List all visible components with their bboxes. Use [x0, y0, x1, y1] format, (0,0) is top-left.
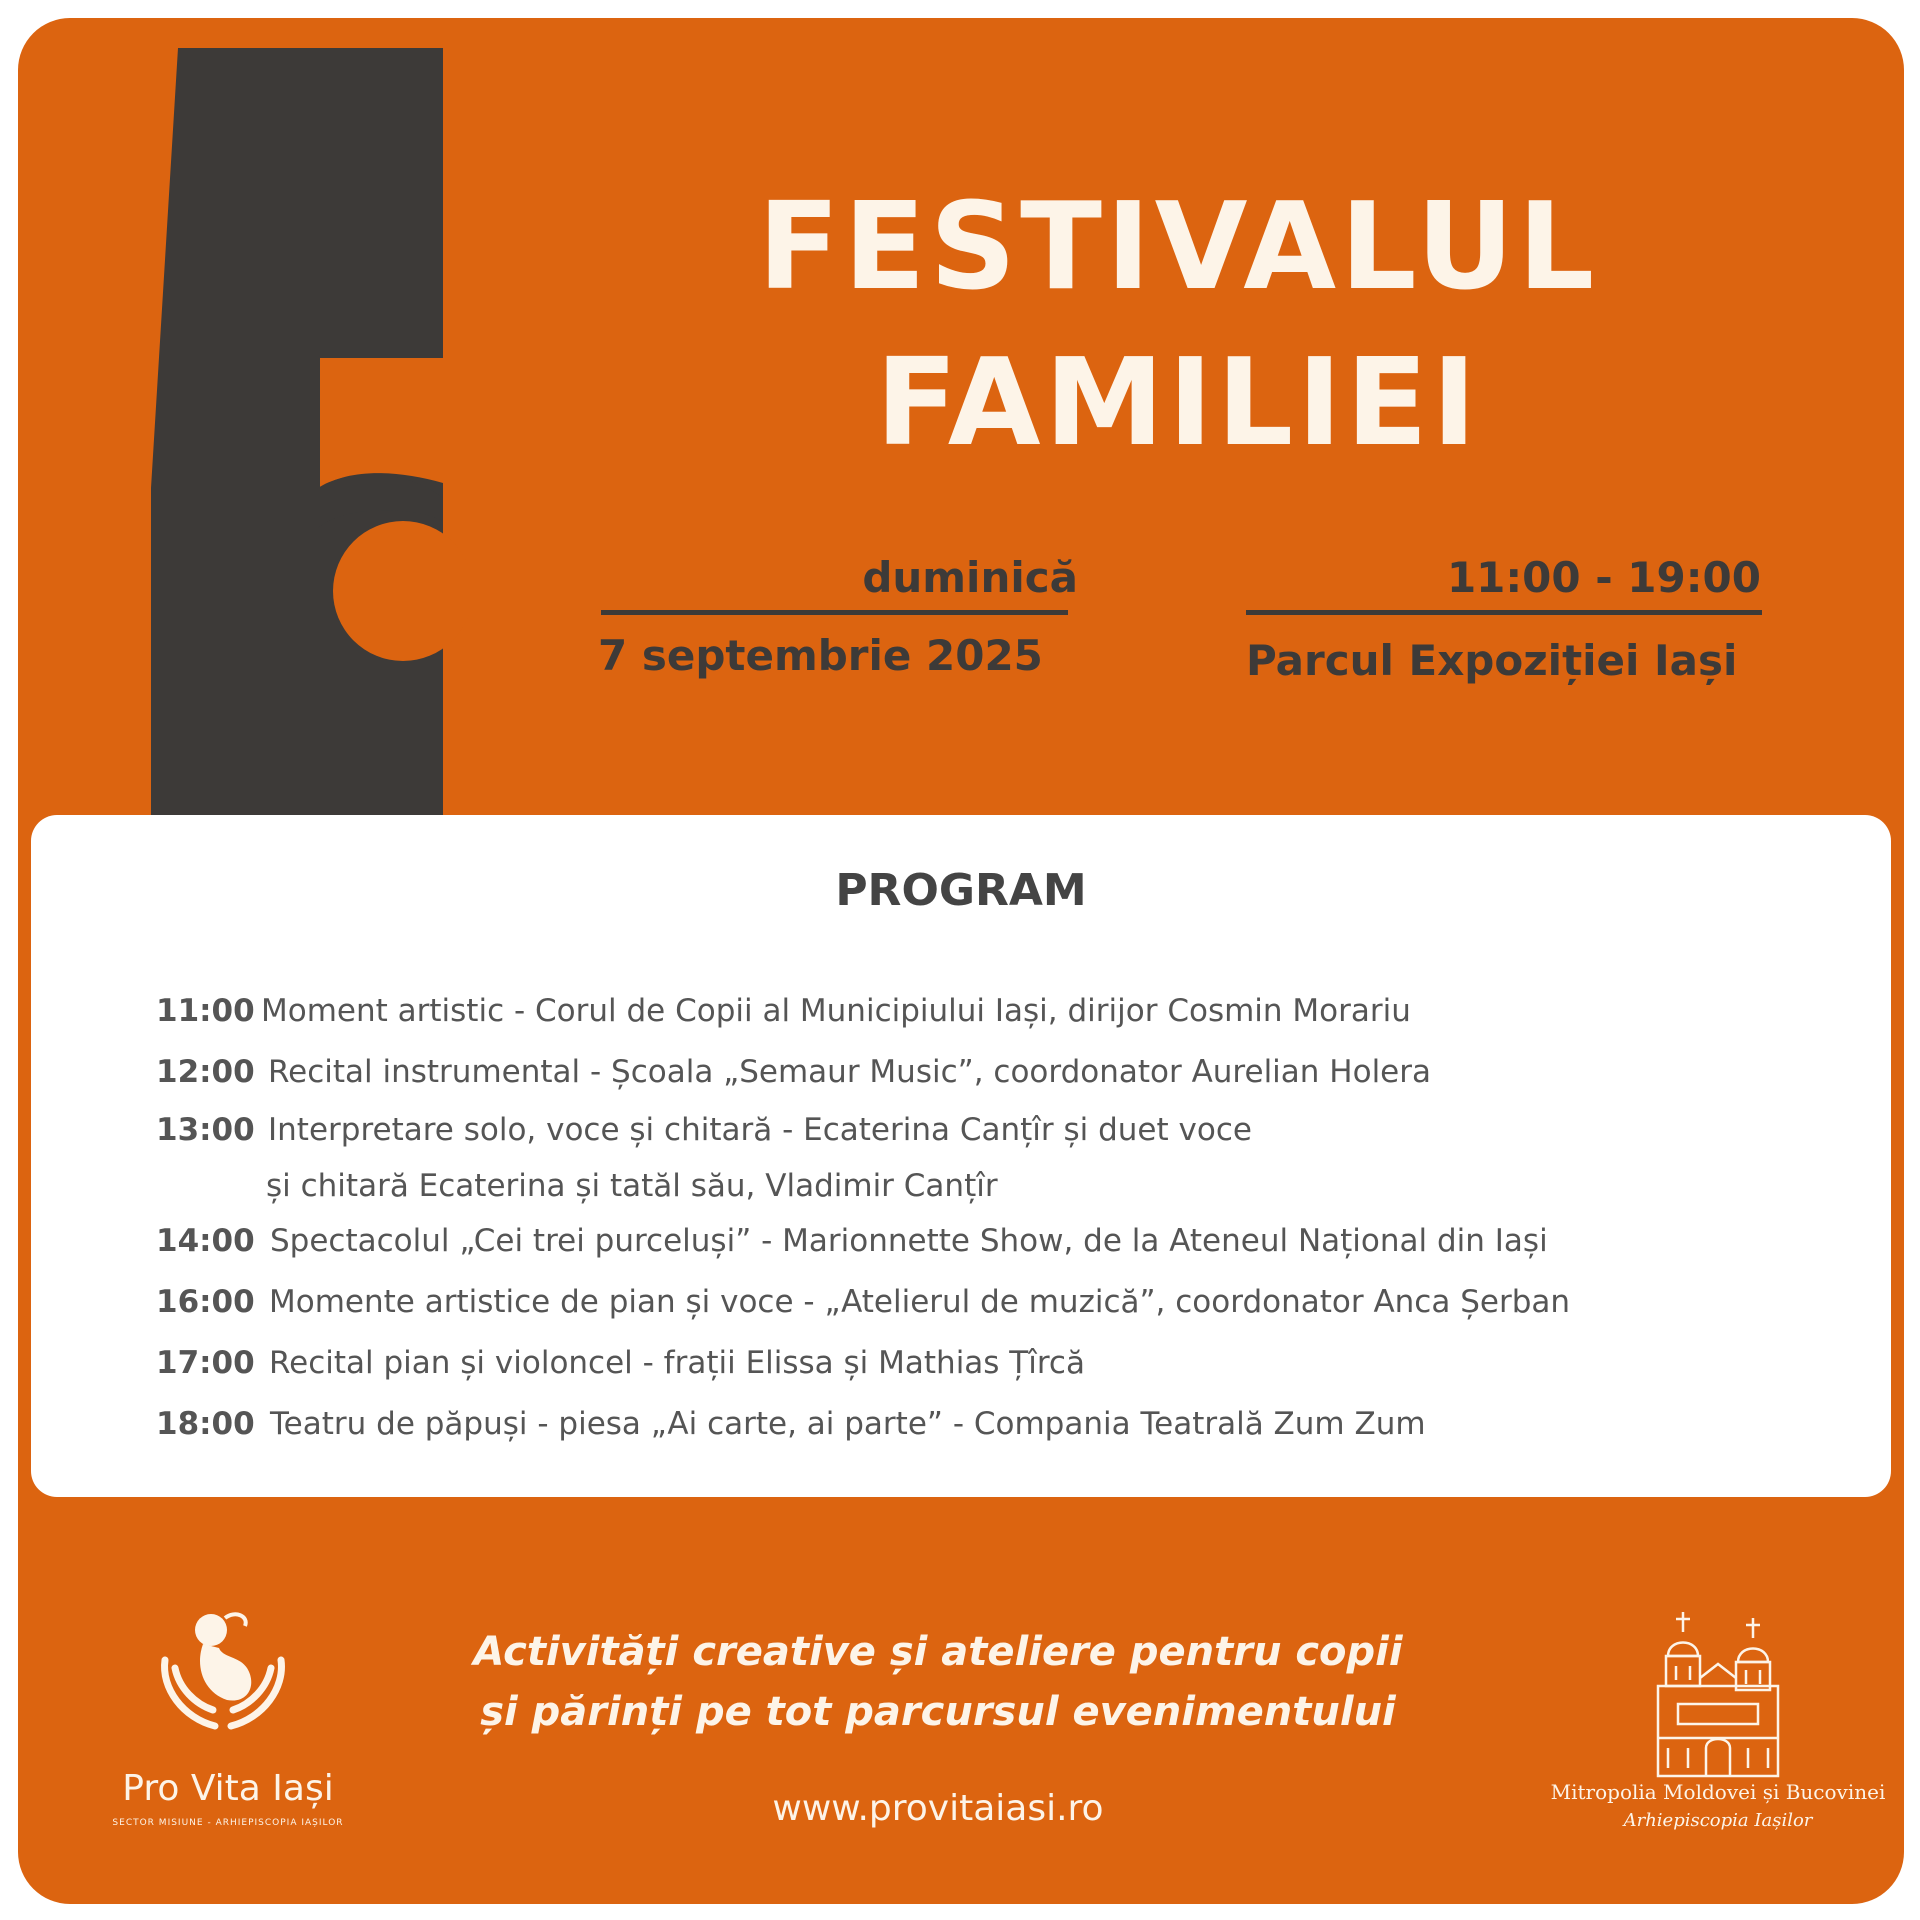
program-activity: Teatru de păpuși - piesa „Ai carte, ai parte” - Compania Teatrală Zum Zum [270, 1406, 1426, 1442]
poster-card [18, 18, 1904, 1904]
program-activity: Spectacolul „Cei trei purceluși” - Marionnette Show, de la Ateneul Național din Iași [270, 1223, 1548, 1259]
program-time: 12:00 [156, 1054, 255, 1090]
hands-embryo-icon [153, 1608, 293, 1738]
event-date: 7 septembrie 2025 [598, 631, 1043, 680]
program-time: 13:00 [156, 1112, 255, 1148]
event-day: duminică [862, 553, 1078, 602]
edition-number-graphic [18, 18, 498, 838]
program-time: 18:00 [156, 1406, 255, 1442]
festival-title-line2: FAMILIEI [875, 334, 1481, 473]
program-activity: Recital pian și violoncel - frații Elissa și Mathias Țîrcă [269, 1345, 1085, 1381]
program-time: 14:00 [156, 1223, 255, 1259]
event-location: Parcul Expoziției Iași [1246, 636, 1738, 685]
program-time: 11:00 [156, 993, 255, 1029]
program-time: 16:00 [156, 1284, 255, 1320]
program-activity: Moment artistic - Corul de Copii al Municipiului Iași, dirijor Cosmin Morariu [261, 993, 1411, 1029]
program-activity: Momente artistice de pian și voce - „Atelierul de muzică”, coordonator Anca Șerban [269, 1284, 1571, 1320]
mitropolia-logo-subtitle: Arhiepiscopia Iașilor [1623, 1810, 1813, 1831]
event-hours: 11:00 - 19:00 [1446, 553, 1761, 602]
hours-divider [1246, 610, 1762, 615]
pro-vita-logo-subtitle: SECTOR MISIUNE - ARHIEPISCOPIA IAȘILOR [112, 1818, 344, 1828]
activities-line2: și părinți pe tot parcursul evenimentului [480, 1689, 1396, 1735]
program-activity: Interpretare solo, voce și chitară - Ecaterina Canțîr și duet voce [268, 1112, 1252, 1148]
website-link[interactable]: www.provitaiasi.ro [772, 1788, 1104, 1829]
program-time: 17:00 [156, 1345, 255, 1381]
activities-line1: Activități creative și ateliere pentru copii [473, 1629, 1403, 1675]
mitropolia-logo-name: Mitropolia Moldovei și Bucovinei [1550, 1780, 1886, 1804]
date-divider [601, 610, 1068, 615]
program-activity: Recital instrumental - Școala „Semaur Music”, coordonator Aurelian Holera [268, 1054, 1431, 1090]
program-activity-continued: și chitară Ecaterina și tatăl său, Vladimir Canțîr [266, 1168, 998, 1204]
pro-vita-logo-name: Pro Vita Iași [122, 1768, 334, 1809]
program-panel [31, 815, 1891, 1497]
cathedral-icon [1648, 1608, 1788, 1783]
program-heading: PROGRAM [835, 865, 1087, 916]
festival-title-line1: FESTIVALUL [757, 178, 1599, 317]
